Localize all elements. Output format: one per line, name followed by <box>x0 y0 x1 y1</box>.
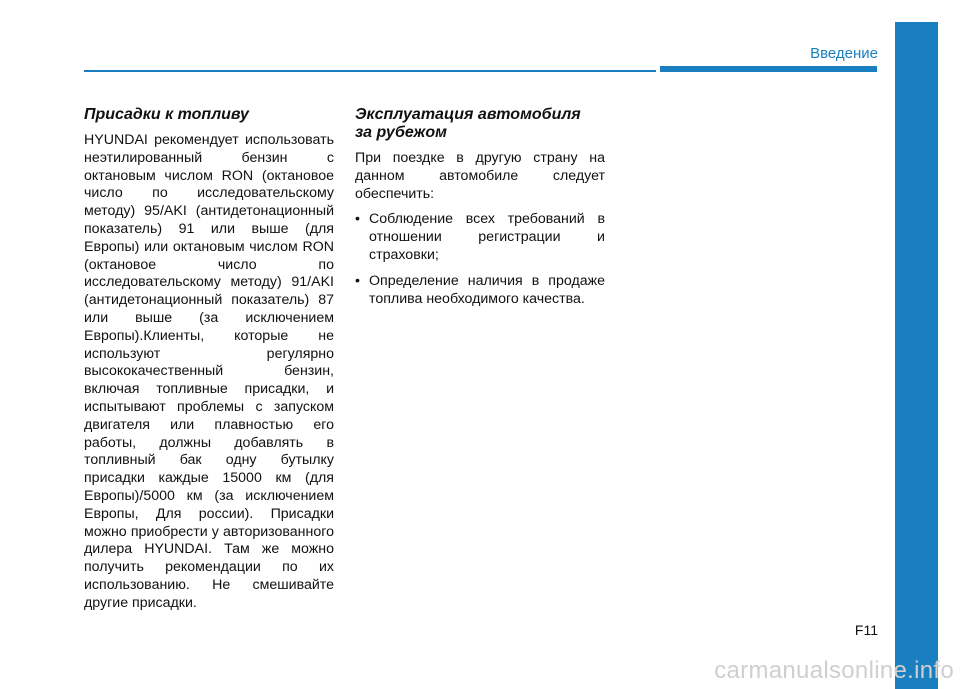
list-item-text: Соблюдение всех требований в отношении регистрации и страховки; <box>369 211 605 263</box>
watermark: carmanualsonline.info <box>714 657 954 684</box>
driving-abroad-intro: При поездке в другую страну на данном автомобиле следует обеспечить: <box>355 150 605 202</box>
driving-abroad-heading-line1: Эксплуатация автомобиля <box>355 106 581 123</box>
list-item-text: Определение наличия в продаже топлива необходимого качества. <box>369 272 605 307</box>
list-item <box>355 273 605 309</box>
requirements-list <box>355 211 605 308</box>
header-rule <box>84 70 656 72</box>
list-item <box>355 211 605 264</box>
header-rule-accent <box>660 66 877 72</box>
fuel-additives-text: HYUNDAI рекомендует использовать неэтилированный бензин с октановым числом RON (октановое число по исследовательскому методу) 95/AKI (антидетонационный показатель) 91 или выше (для Европы) или октановым числом RON (октановое число по исследовательскому методу) 91/AKI (антидетонационный показатель) 87 или выше (за исключением Европы).Клиенты, которые не используют регулярно высококачественный бензин, включая топливные присадки, и испытывают проблемы с запуском двигателя или плавностью его работы, должны добавлять в топливный бак одну бутылку присадки каждые 15000 км (для Европы)/5000 км (за исключением Европы, Для россии). Присадки можно приобрести у авторизованного дилера HYUNDAI. Там же можно получить рекомендации по их использованию. Не смешивайте другие присадки. <box>84 132 334 611</box>
bullet-marker: • <box>355 211 360 228</box>
page-number: F11 <box>854 622 878 638</box>
bullet-marker: • <box>355 272 360 289</box>
right-column <box>355 106 605 316</box>
left-column <box>84 106 334 613</box>
driving-abroad-heading <box>355 106 605 142</box>
section-title: Введение <box>810 45 878 62</box>
fuel-additives-heading: Присадки к топливу <box>84 106 249 123</box>
driving-abroad-heading-line2: за рубежом <box>355 124 447 141</box>
sidebar-tab <box>895 22 938 689</box>
